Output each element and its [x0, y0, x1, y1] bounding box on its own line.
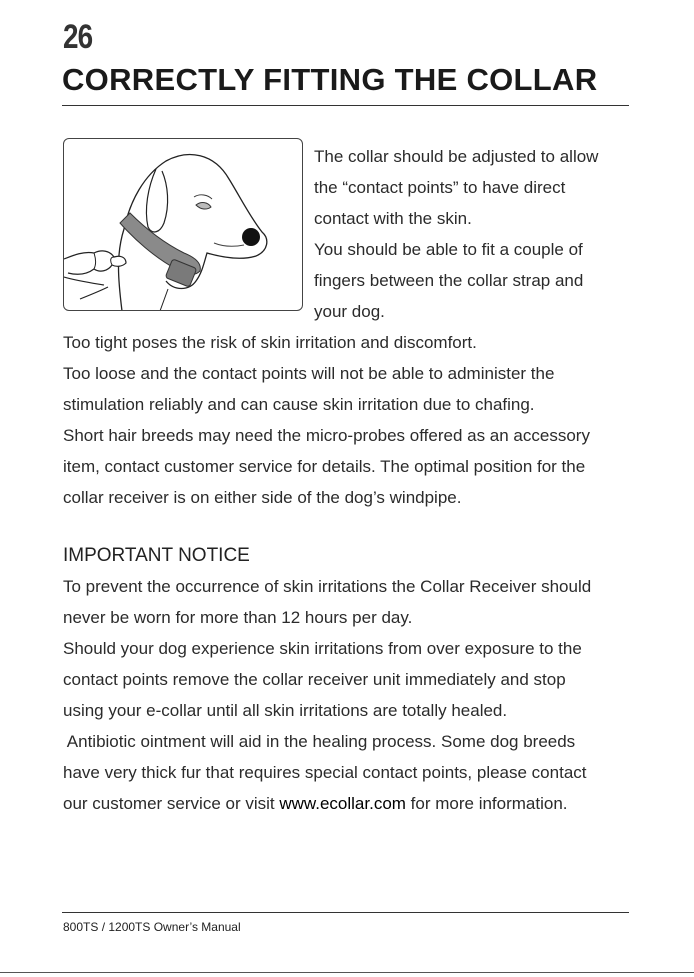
notice-line: using your e-collar until all skin irritations are totally healed.	[63, 701, 508, 720]
body-line: Too loose and the contact points will not be able to administer the	[63, 364, 555, 383]
dog-collar-drawing	[64, 139, 303, 311]
notice-line: To prevent the occurrence of skin irritations the Collar Receiver should	[63, 577, 592, 596]
intro-line: The collar should be adjusted to allow	[314, 147, 599, 166]
intro-line: fingers between the collar strap and	[314, 271, 584, 290]
intro-paragraph	[314, 141, 634, 327]
website-link[interactable]: www.ecollar.com	[279, 794, 406, 813]
intro-line: the “contact points” to have direct	[314, 178, 566, 197]
body-line: Short hair breeds may need the micro-probes offered as an accessory	[63, 426, 590, 445]
page-edge-line	[0, 972, 694, 973]
dog-ear-outline	[146, 169, 167, 232]
notice-line: contact points remove the collar receiver unit immediately and stop	[63, 670, 566, 689]
notice-heading: IMPORTANT NOTICE	[63, 545, 250, 566]
notice-text-before-link: our customer service or visit	[63, 794, 280, 813]
notice-line: have very thick fur that requires special contact points, please contact	[63, 763, 587, 782]
body-line: item, contact customer service for details. The optimal position for the	[63, 457, 586, 476]
dog-mouth-line	[214, 243, 244, 246]
intro-line: your dog.	[314, 302, 385, 321]
notice-last-line	[63, 788, 638, 819]
page-title: CORRECTLY FITTING THE COLLAR	[62, 62, 598, 97]
title-divider	[62, 105, 629, 106]
footer-divider	[62, 912, 629, 913]
body-line: Too tight poses the risk of skin irritation and discomfort.	[63, 333, 477, 352]
notice-line: Antibiotic ointment will aid in the healing process. Some dog breeds	[63, 732, 576, 751]
fitting-details	[63, 327, 638, 513]
notice-line: Should your dog experience skin irritations from over exposure to the	[63, 639, 582, 658]
intro-line: contact with the skin.	[314, 209, 472, 228]
leader-line	[160, 289, 168, 311]
dog-collar-illustration	[63, 138, 303, 311]
hand-arm	[64, 277, 108, 299]
notice-line: never be worn for more than 12 hours per day.	[63, 608, 413, 627]
dog-eye	[196, 203, 211, 210]
notice-text-after-link: for more information.	[405, 794, 568, 813]
notice-paragraph	[63, 571, 638, 819]
dog-eyebrow	[194, 195, 212, 199]
footer-manual-title: 800TS / 1200TS Owner’s Manual	[63, 920, 241, 934]
body-line: collar receiver is on either side of the dog’s windpipe.	[63, 488, 462, 507]
body-line: stimulation reliably and can cause skin irritation due to chafing.	[63, 395, 535, 414]
intro-line: You should be able to fit a couple of	[314, 240, 583, 259]
dog-nose	[242, 228, 260, 246]
page-number: 26	[63, 18, 93, 56]
hand-fingers	[64, 251, 126, 274]
